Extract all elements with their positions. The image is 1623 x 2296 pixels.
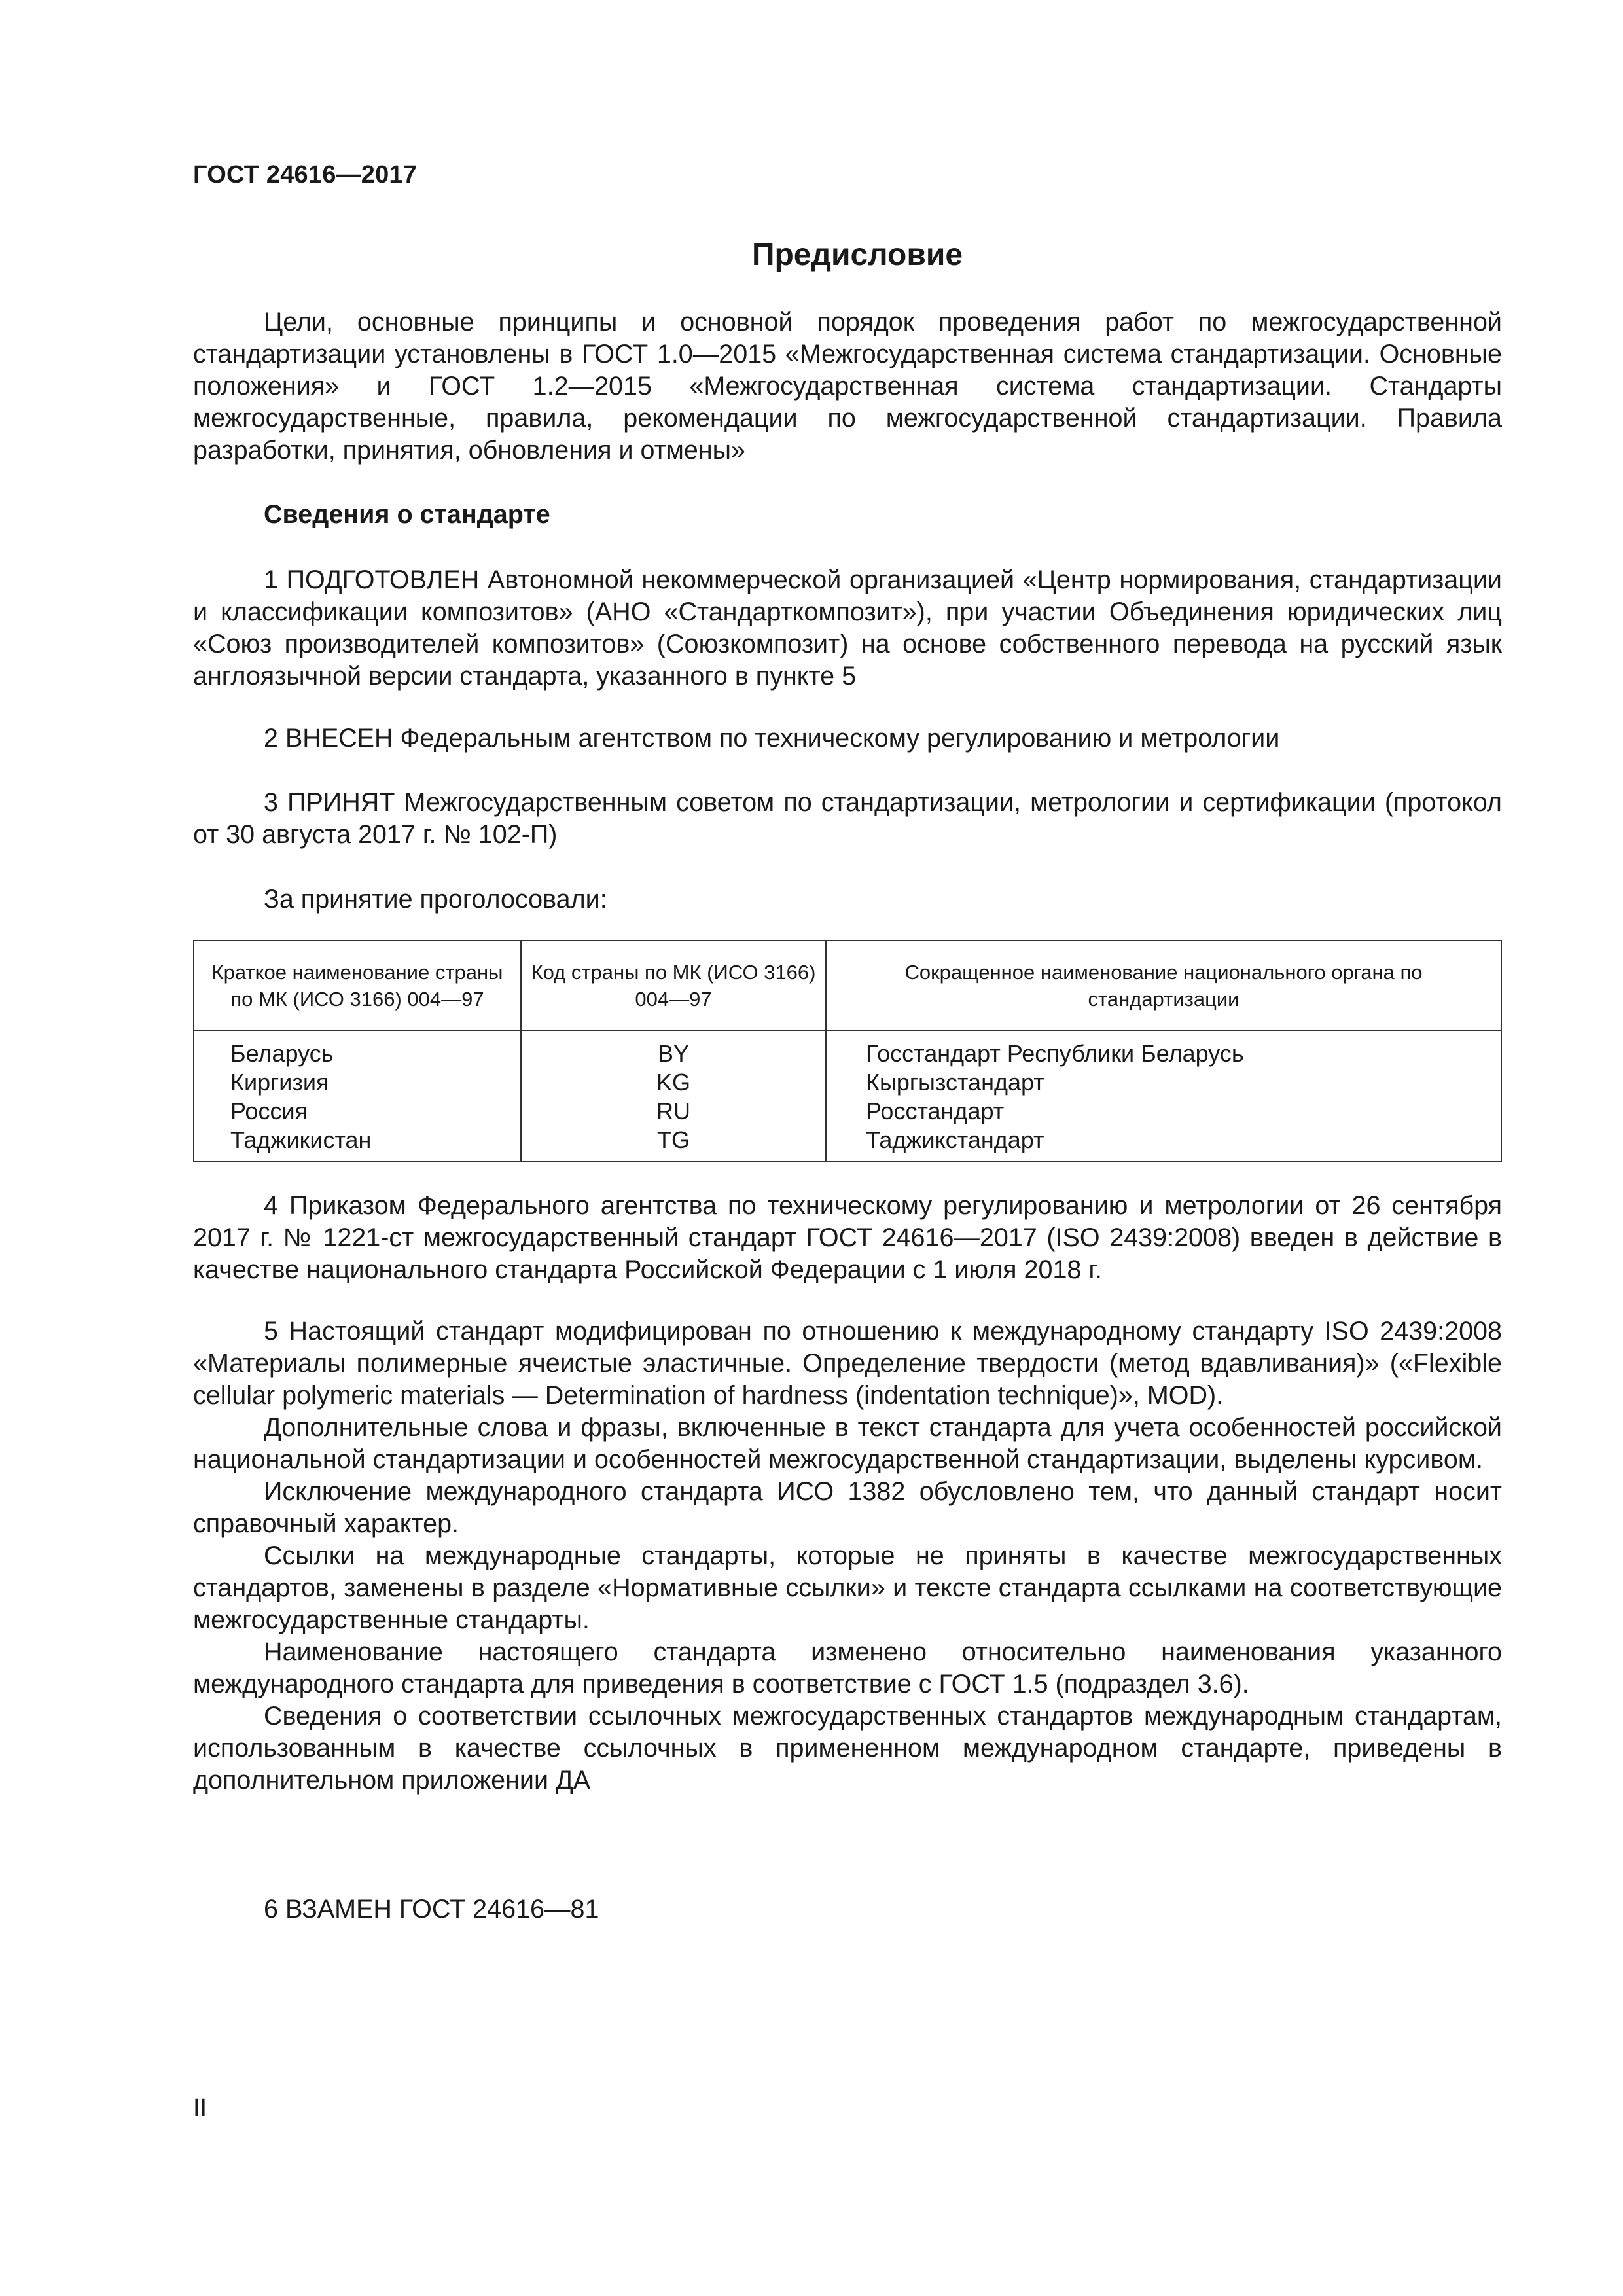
table-header-row: [194, 941, 1501, 1031]
voting-table: [193, 940, 1502, 1162]
info-heading-block: [193, 499, 1502, 531]
country-name: Таджикистан: [230, 1126, 372, 1153]
country-name-cell: [194, 1031, 521, 1162]
item-5: 5 Настоящий стандарт модифицирован по отношению к международному стандарту ISO 2439:2008 «Материалы полимерные ячеистые эластичные. Определение твердости (метод вдавливания)» («Flexible cellular polymeric materials — Determination of hardness (indentation technique)», MOD).: [193, 1317, 1502, 1410]
item-5-paragraph: Сведения о соответствии ссылочных межгосударственных стандартов международным стандартам, использованным в качестве ссылочных в примененном международном стандарте, приведены в дополнительном приложении ДА: [193, 1702, 1502, 1795]
header-national-body: Сокращенное наименование национального органа по стандартизации: [826, 941, 1501, 1031]
item-5-paragraph: Ссылки на международные стандарты, которые не приняты в качестве межгосударственных стандартов, заменены в разделе «Нормативные ссылки» и тексте стандарта ссылками на соответствующие межгосударственные стандарты.: [193, 1541, 1502, 1634]
item-5-paragraph: Исключение международного стандарта ИСО 1382 обусловлено тем, что данный стандарт носит справочный характер.: [193, 1477, 1502, 1538]
header-country-name: Краткое наименование страны по МК (ИСО 3166) 004—97: [194, 941, 521, 1031]
national-body: Таджикстандарт: [866, 1126, 1044, 1153]
national-body: Росстандарт: [866, 1098, 1005, 1124]
intro-paragraph: Цели, основные принципы и основной порядок проведения работ по межгосударственной стандартизации установлены в ГОСТ 1.0—2015 «Межгосударственная система стандартизации. Основные положения» и ГОСТ 1.2—2015 «Межгосударственная система стандартизации. Стандарты межгосударственные, правила, рекомендации по межгосударственной стандартизации. Правила разработки, принятия, обновления и отмены»: [193, 308, 1502, 465]
item-6: 6 ВЗАМЕН ГОСТ 24616—81: [264, 1895, 599, 1924]
country-code: RU: [656, 1098, 690, 1124]
item-2: 2 ВНЕСЕН Федеральным агентством по техническому регулированию и метрологии: [264, 724, 1280, 753]
item-6-block: [193, 1893, 1502, 1926]
item-5-block: [193, 1316, 1502, 1797]
country-code: TG: [657, 1126, 690, 1153]
item-5-paragraph: Наименование настоящего стандарта изменено относительно наименования указанного международного стандарта для приведения в соответствие с ГОСТ 1.5 (подраздел 3.6).: [193, 1638, 1502, 1698]
table-body-row: [194, 1031, 1501, 1162]
item-4-block: [193, 1190, 1502, 1286]
vote-intro-block: [193, 884, 1502, 916]
country-code-cell: [521, 1031, 826, 1162]
country-name: Киргизия: [230, 1069, 329, 1096]
page-title: Предисловие: [751, 238, 963, 272]
national-body: Госстандарт Республики Беларусь: [866, 1040, 1244, 1067]
header-country-code: Код страны по МК (ИСО 3166) 004—97: [521, 941, 826, 1031]
info-heading: Сведения о стандарте: [264, 500, 550, 529]
item-3: 3 ПРИНЯТ Межгосударственным советом по стандартизации, метрологии и сертификации (протокол от 30 августа 2017 г. № 102-П): [193, 788, 1502, 849]
national-body: Кыргызстандарт: [866, 1069, 1044, 1096]
page-number: II: [193, 2094, 207, 2122]
country-code: KG: [656, 1069, 690, 1096]
item-1: 1 ПОДГОТОВЛЕН Автономной некоммерческой организацией «Центр нормирования, стандартизации и классификации композитов» (АНО «Стандарткомпозит»), при участии Объединения юридических лиц «Союз производителей композитов» (Союзкомпозит) на основе собственного перевода на русский язык англоязычной версии стандарта, указанного в пункте 5: [193, 565, 1502, 691]
item-2-block: [193, 723, 1502, 755]
item-1-block: [193, 564, 1502, 692]
intro-block: [193, 306, 1502, 467]
country-name: Беларусь: [230, 1040, 334, 1067]
item-5-paragraph: Дополнительные слова и фразы, включенные в текст стандарта для учета особенностей российской национальной стандартизации и особенностей межгосударственной стандартизации, выделены курсивом.: [193, 1413, 1502, 1474]
country-name: Россия: [230, 1098, 308, 1124]
document-code: ГОСТ 24616—2017: [193, 161, 418, 188]
national-body-cell: [826, 1031, 1501, 1162]
vote-intro: За принятие проголосовали:: [264, 885, 607, 914]
country-code: BY: [657, 1040, 690, 1067]
item-4: 4 Приказом Федерального агентства по техническому регулированию и метрологии от 26 сентября 2017 г. № 1221-ст межгосударственный стандарт ГОСТ 24616—2017 (ISO 2439:2008) введен в действие в качестве национального стандарта Российской Федерации с 1 июля 2018 г.: [193, 1191, 1502, 1284]
item-3-block: [193, 787, 1502, 851]
